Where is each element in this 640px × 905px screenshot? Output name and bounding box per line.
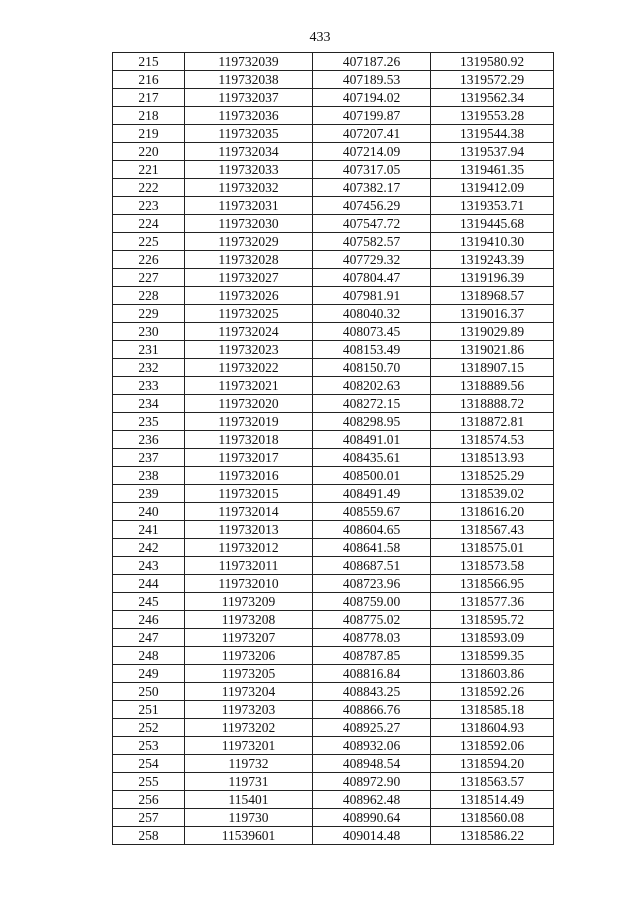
id-cell: 119732020 <box>185 395 313 413</box>
row-number-cell: 250 <box>113 683 185 701</box>
table-row <box>113 143 554 161</box>
table-row <box>113 665 554 683</box>
x-coordinate-cell: 408073.45 <box>313 323 431 341</box>
row-number-cell: 243 <box>113 557 185 575</box>
x-coordinate-cell: 408150.70 <box>313 359 431 377</box>
row-number-cell: 233 <box>113 377 185 395</box>
table-row <box>113 341 554 359</box>
x-coordinate-cell: 407317.05 <box>313 161 431 179</box>
x-coordinate-cell: 408272.15 <box>313 395 431 413</box>
id-cell: 119730 <box>185 809 313 827</box>
y-coordinate-cell: 1318577.36 <box>431 593 554 611</box>
table-row <box>113 791 554 809</box>
y-coordinate-cell: 1318968.57 <box>431 287 554 305</box>
id-cell: 119732011 <box>185 557 313 575</box>
table-row <box>113 683 554 701</box>
table-row <box>113 503 554 521</box>
id-cell: 119732035 <box>185 125 313 143</box>
x-coordinate-cell: 408787.85 <box>313 647 431 665</box>
row-number-cell: 256 <box>113 791 185 809</box>
x-coordinate-cell: 407207.41 <box>313 125 431 143</box>
x-coordinate-cell: 408641.58 <box>313 539 431 557</box>
x-coordinate-cell: 408559.67 <box>313 503 431 521</box>
id-cell: 119732013 <box>185 521 313 539</box>
y-coordinate-cell: 1318889.56 <box>431 377 554 395</box>
x-coordinate-cell: 408040.32 <box>313 305 431 323</box>
row-number-cell: 249 <box>113 665 185 683</box>
x-coordinate-cell: 408298.95 <box>313 413 431 431</box>
id-cell: 119732038 <box>185 71 313 89</box>
y-coordinate-cell: 1318872.81 <box>431 413 554 431</box>
x-coordinate-cell: 408948.54 <box>313 755 431 773</box>
row-number-cell: 235 <box>113 413 185 431</box>
table-row <box>113 809 554 827</box>
coordinates-table <box>112 52 554 845</box>
y-coordinate-cell: 1318604.93 <box>431 719 554 737</box>
x-coordinate-cell: 409014.48 <box>313 827 431 845</box>
row-number-cell: 254 <box>113 755 185 773</box>
table-row <box>113 485 554 503</box>
table-body <box>113 53 554 845</box>
table-row <box>113 773 554 791</box>
row-number-cell: 230 <box>113 323 185 341</box>
id-cell: 119732015 <box>185 485 313 503</box>
x-coordinate-cell: 408843.25 <box>313 683 431 701</box>
x-coordinate-cell: 408932.06 <box>313 737 431 755</box>
row-number-cell: 227 <box>113 269 185 287</box>
x-coordinate-cell: 408925.27 <box>313 719 431 737</box>
x-coordinate-cell: 408491.49 <box>313 485 431 503</box>
table-row <box>113 53 554 71</box>
row-number-cell: 220 <box>113 143 185 161</box>
y-coordinate-cell: 1318574.53 <box>431 431 554 449</box>
y-coordinate-cell: 1319410.30 <box>431 233 554 251</box>
table-row <box>113 611 554 629</box>
x-coordinate-cell: 408604.65 <box>313 521 431 539</box>
id-cell: 119732 <box>185 755 313 773</box>
table-row <box>113 323 554 341</box>
row-number-cell: 229 <box>113 305 185 323</box>
table-row <box>113 737 554 755</box>
table-row <box>113 71 554 89</box>
x-coordinate-cell: 407199.87 <box>313 107 431 125</box>
id-cell: 119732030 <box>185 215 313 233</box>
y-coordinate-cell: 1318560.08 <box>431 809 554 827</box>
y-coordinate-cell: 1318575.01 <box>431 539 554 557</box>
row-number-cell: 224 <box>113 215 185 233</box>
row-number-cell: 241 <box>113 521 185 539</box>
y-coordinate-cell: 1319544.38 <box>431 125 554 143</box>
table-row <box>113 359 554 377</box>
id-cell: 119732023 <box>185 341 313 359</box>
x-coordinate-cell: 407456.29 <box>313 197 431 215</box>
id-cell: 119732028 <box>185 251 313 269</box>
id-cell: 11539601 <box>185 827 313 845</box>
row-number-cell: 242 <box>113 539 185 557</box>
table-row <box>113 629 554 647</box>
x-coordinate-cell: 408866.76 <box>313 701 431 719</box>
id-cell: 119732034 <box>185 143 313 161</box>
id-cell: 119732014 <box>185 503 313 521</box>
table-row <box>113 215 554 233</box>
id-cell: 119732027 <box>185 269 313 287</box>
x-coordinate-cell: 407547.72 <box>313 215 431 233</box>
y-coordinate-cell: 1318595.72 <box>431 611 554 629</box>
row-number-cell: 237 <box>113 449 185 467</box>
id-cell: 119732012 <box>185 539 313 557</box>
y-coordinate-cell: 1318513.93 <box>431 449 554 467</box>
id-cell: 115401 <box>185 791 313 809</box>
table-row <box>113 197 554 215</box>
id-cell: 119732010 <box>185 575 313 593</box>
table-row <box>113 233 554 251</box>
row-number-cell: 232 <box>113 359 185 377</box>
row-number-cell: 246 <box>113 611 185 629</box>
id-cell: 119732026 <box>185 287 313 305</box>
row-number-cell: 258 <box>113 827 185 845</box>
table-row <box>113 827 554 845</box>
y-coordinate-cell: 1319445.68 <box>431 215 554 233</box>
row-number-cell: 216 <box>113 71 185 89</box>
x-coordinate-cell: 407189.53 <box>313 71 431 89</box>
y-coordinate-cell: 1319016.37 <box>431 305 554 323</box>
table-row <box>113 467 554 485</box>
id-cell: 11973208 <box>185 611 313 629</box>
table-row <box>113 521 554 539</box>
y-coordinate-cell: 1318592.06 <box>431 737 554 755</box>
x-coordinate-cell: 408775.02 <box>313 611 431 629</box>
y-coordinate-cell: 1319243.39 <box>431 251 554 269</box>
y-coordinate-cell: 1319029.89 <box>431 323 554 341</box>
table-row <box>113 125 554 143</box>
table-row <box>113 89 554 107</box>
y-coordinate-cell: 1318563.57 <box>431 773 554 791</box>
table-row <box>113 179 554 197</box>
id-cell: 11973202 <box>185 719 313 737</box>
y-coordinate-cell: 1319412.09 <box>431 179 554 197</box>
id-cell: 119732025 <box>185 305 313 323</box>
row-number-cell: 217 <box>113 89 185 107</box>
row-number-cell: 221 <box>113 161 185 179</box>
row-number-cell: 257 <box>113 809 185 827</box>
y-coordinate-cell: 1319353.71 <box>431 197 554 215</box>
x-coordinate-cell: 408435.61 <box>313 449 431 467</box>
row-number-cell: 234 <box>113 395 185 413</box>
table-row <box>113 431 554 449</box>
x-coordinate-cell: 408723.96 <box>313 575 431 593</box>
x-coordinate-cell: 407194.02 <box>313 89 431 107</box>
y-coordinate-cell: 1319580.92 <box>431 53 554 71</box>
y-coordinate-cell: 1318586.22 <box>431 827 554 845</box>
id-cell: 119731 <box>185 773 313 791</box>
x-coordinate-cell: 408990.64 <box>313 809 431 827</box>
x-coordinate-cell: 407582.57 <box>313 233 431 251</box>
table-row <box>113 701 554 719</box>
table-row <box>113 377 554 395</box>
y-coordinate-cell: 1319572.29 <box>431 71 554 89</box>
x-coordinate-cell: 408202.63 <box>313 377 431 395</box>
row-number-cell: 226 <box>113 251 185 269</box>
table-row <box>113 287 554 305</box>
y-coordinate-cell: 1318593.09 <box>431 629 554 647</box>
table-row <box>113 269 554 287</box>
row-number-cell: 222 <box>113 179 185 197</box>
table-row <box>113 539 554 557</box>
row-number-cell: 251 <box>113 701 185 719</box>
id-cell: 119732036 <box>185 107 313 125</box>
id-cell: 11973203 <box>185 701 313 719</box>
id-cell: 119732029 <box>185 233 313 251</box>
table-row <box>113 719 554 737</box>
row-number-cell: 248 <box>113 647 185 665</box>
x-coordinate-cell: 407214.09 <box>313 143 431 161</box>
table-row <box>113 161 554 179</box>
row-number-cell: 225 <box>113 233 185 251</box>
id-cell: 119732032 <box>185 179 313 197</box>
id-cell: 119732031 <box>185 197 313 215</box>
x-coordinate-cell: 408972.90 <box>313 773 431 791</box>
y-coordinate-cell: 1318566.95 <box>431 575 554 593</box>
id-cell: 11973205 <box>185 665 313 683</box>
page-number: 433 <box>309 30 331 45</box>
x-coordinate-cell: 408491.01 <box>313 431 431 449</box>
y-coordinate-cell: 1318907.15 <box>431 359 554 377</box>
id-cell: 119732017 <box>185 449 313 467</box>
row-number-cell: 245 <box>113 593 185 611</box>
id-cell: 11973206 <box>185 647 313 665</box>
x-coordinate-cell: 408816.84 <box>313 665 431 683</box>
row-number-cell: 239 <box>113 485 185 503</box>
id-cell: 119732022 <box>185 359 313 377</box>
y-coordinate-cell: 1319553.28 <box>431 107 554 125</box>
row-number-cell: 244 <box>113 575 185 593</box>
id-cell: 119732018 <box>185 431 313 449</box>
x-coordinate-cell: 408153.49 <box>313 341 431 359</box>
table-row <box>113 449 554 467</box>
y-coordinate-cell: 1319021.86 <box>431 341 554 359</box>
table-row <box>113 107 554 125</box>
table-row <box>113 305 554 323</box>
row-number-cell: 252 <box>113 719 185 737</box>
x-coordinate-cell: 407981.91 <box>313 287 431 305</box>
row-number-cell: 215 <box>113 53 185 71</box>
y-coordinate-cell: 1318567.43 <box>431 521 554 539</box>
y-coordinate-cell: 1318514.49 <box>431 791 554 809</box>
row-number-cell: 240 <box>113 503 185 521</box>
x-coordinate-cell: 408778.03 <box>313 629 431 647</box>
id-cell: 119732016 <box>185 467 313 485</box>
x-coordinate-cell: 407804.47 <box>313 269 431 287</box>
id-cell: 119732039 <box>185 53 313 71</box>
x-coordinate-cell: 408962.48 <box>313 791 431 809</box>
row-number-cell: 228 <box>113 287 185 305</box>
table-row <box>113 575 554 593</box>
id-cell: 119732021 <box>185 377 313 395</box>
id-cell: 11973209 <box>185 593 313 611</box>
x-coordinate-cell: 408500.01 <box>313 467 431 485</box>
x-coordinate-cell: 407382.17 <box>313 179 431 197</box>
row-number-cell: 236 <box>113 431 185 449</box>
table-row <box>113 557 554 575</box>
y-coordinate-cell: 1318616.20 <box>431 503 554 521</box>
row-number-cell: 247 <box>113 629 185 647</box>
row-number-cell: 219 <box>113 125 185 143</box>
row-number-cell: 218 <box>113 107 185 125</box>
y-coordinate-cell: 1319461.35 <box>431 161 554 179</box>
row-number-cell: 231 <box>113 341 185 359</box>
table-row <box>113 755 554 773</box>
id-cell: 119732033 <box>185 161 313 179</box>
x-coordinate-cell: 407187.26 <box>313 53 431 71</box>
y-coordinate-cell: 1318539.02 <box>431 485 554 503</box>
id-cell: 119732037 <box>185 89 313 107</box>
y-coordinate-cell: 1318525.29 <box>431 467 554 485</box>
x-coordinate-cell: 408687.51 <box>313 557 431 575</box>
y-coordinate-cell: 1318603.86 <box>431 665 554 683</box>
y-coordinate-cell: 1318585.18 <box>431 701 554 719</box>
x-coordinate-cell: 407729.32 <box>313 251 431 269</box>
table-row <box>113 593 554 611</box>
y-coordinate-cell: 1318599.35 <box>431 647 554 665</box>
y-coordinate-cell: 1318592.26 <box>431 683 554 701</box>
y-coordinate-cell: 1318573.58 <box>431 557 554 575</box>
table-row <box>113 647 554 665</box>
y-coordinate-cell: 1319537.94 <box>431 143 554 161</box>
y-coordinate-cell: 1319562.34 <box>431 89 554 107</box>
id-cell: 11973204 <box>185 683 313 701</box>
id-cell: 119732019 <box>185 413 313 431</box>
table-row <box>113 395 554 413</box>
row-number-cell: 238 <box>113 467 185 485</box>
id-cell: 119732024 <box>185 323 313 341</box>
y-coordinate-cell: 1319196.39 <box>431 269 554 287</box>
row-number-cell: 253 <box>113 737 185 755</box>
y-coordinate-cell: 1318594.20 <box>431 755 554 773</box>
row-number-cell: 223 <box>113 197 185 215</box>
table-row <box>113 251 554 269</box>
table-row <box>113 413 554 431</box>
y-coordinate-cell: 1318888.72 <box>431 395 554 413</box>
x-coordinate-cell: 408759.00 <box>313 593 431 611</box>
id-cell: 11973207 <box>185 629 313 647</box>
id-cell: 11973201 <box>185 737 313 755</box>
row-number-cell: 255 <box>113 773 185 791</box>
